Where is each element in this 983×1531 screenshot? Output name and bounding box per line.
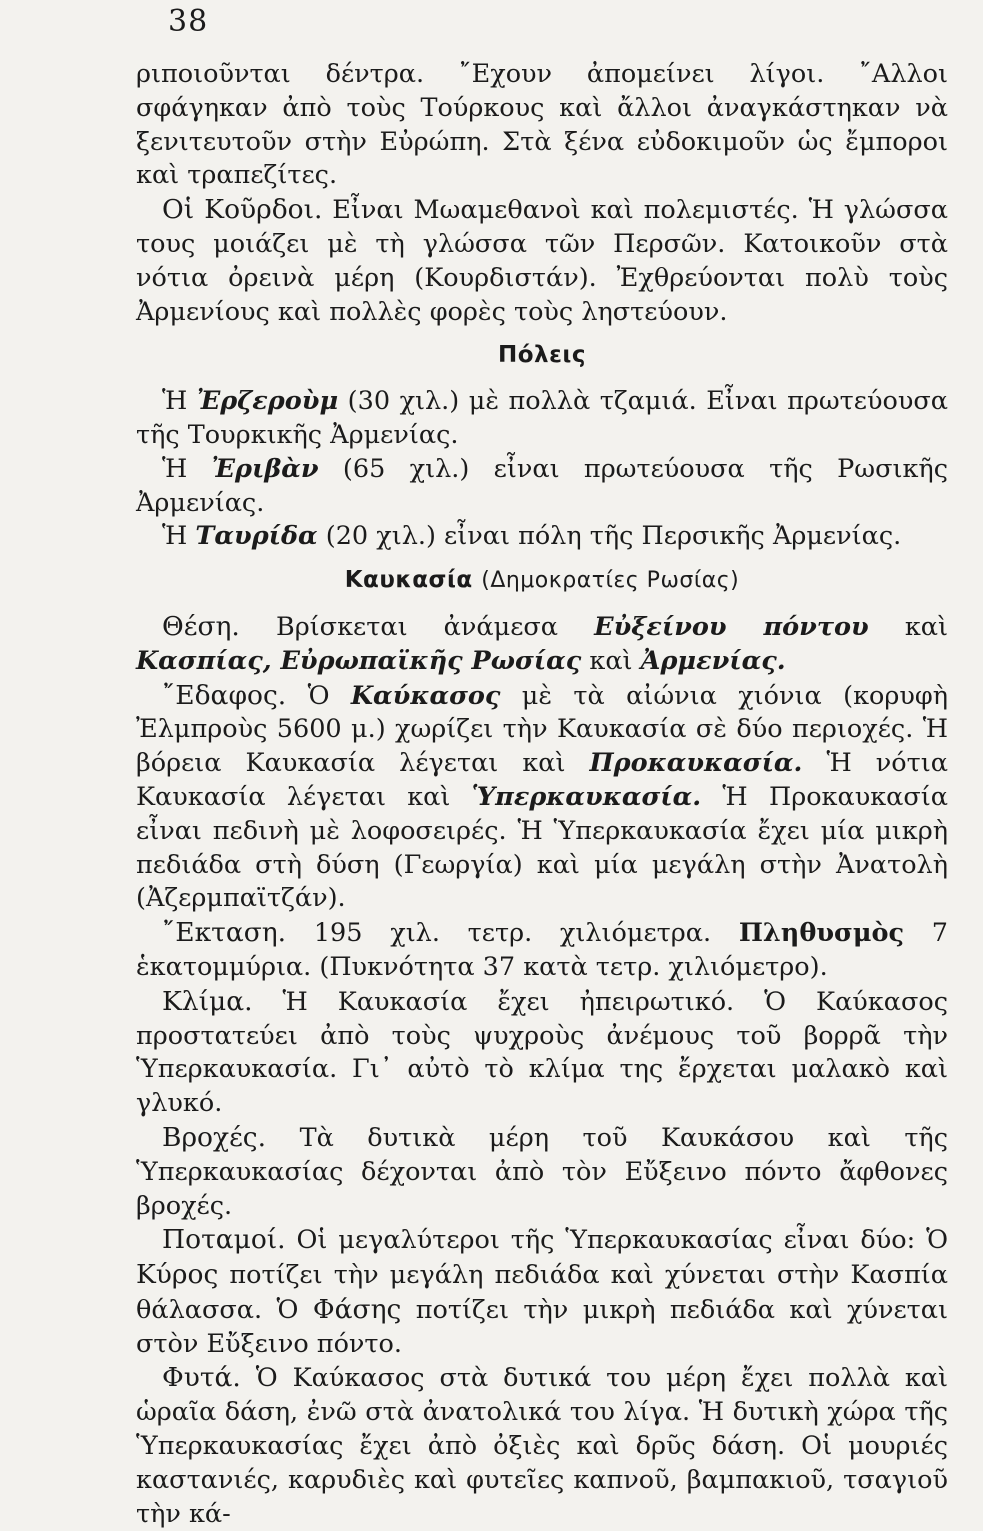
text-run: καὶ bbox=[868, 611, 948, 642]
page-text bbox=[136, 58, 948, 1531]
paragraph bbox=[136, 385, 948, 453]
section-heading-subtitle: (Δημοκρατίες Ρωσίας) bbox=[481, 568, 740, 594]
emphasized-term: Θέση. bbox=[162, 610, 240, 642]
text-run: Ἡ Καυκασία ἔχει ἠπειρωτικό. Ὁ Καύκασος προστατεύει ἀπὸ τοὺς ψυχροὺς ἀνέμους τοῦ βορρᾶ τὴν Ὑπερκαυκασία. Γι᾽ αὐτὸ τὸ κλίμα της ἔρχεται μαλακὸ καὶ γλυκό. bbox=[136, 986, 948, 1119]
emphasized-term: Ὑπερκαυκασία. bbox=[471, 781, 702, 812]
text-run: Ἡ νότια Καυκασία λέγεται καὶ bbox=[136, 748, 948, 812]
emphasized-term: Πληθυσμὸς bbox=[738, 918, 905, 949]
text-run: μὲ τὰ αἰώνια χιόνια (κορυφὴ Ἐλμπροὺς 5600 μ.) χωρίζει τὴν Καυκασία σὲ δύο περιοχές. Ἡ βόρεια Καυκασία λέγεται καὶ bbox=[136, 680, 948, 779]
text-run: καὶ bbox=[581, 645, 641, 676]
text-run: Βρίσκεται ἀνάμεσα bbox=[239, 611, 595, 642]
section-heading-title: Πόλεις bbox=[497, 342, 586, 369]
emphasized-term: Φυτά. bbox=[162, 1362, 241, 1394]
paragraph bbox=[136, 193, 948, 329]
text-run: 195 χιλ. τετρ. χιλιόμετρα. bbox=[286, 918, 739, 949]
section-heading bbox=[136, 339, 948, 373]
emphasized-term: ῎Εκταση. bbox=[162, 917, 287, 949]
paragraph bbox=[136, 916, 948, 985]
paragraph bbox=[136, 1361, 948, 1531]
emphasized-term: Ταυρίδα bbox=[195, 521, 318, 552]
text-run: 7 ἑκατομμύρια. (Πυκνότητα 37 κατὰ τετρ. χιλιόμετρο). bbox=[136, 918, 948, 982]
paragraph bbox=[136, 1223, 948, 1361]
paragraph bbox=[136, 985, 948, 1121]
text-run: ποτίζει τὴν μεγάλη πεδιάδα καὶ χύνεται στὴν Κασπία θάλασσα. Ὁ bbox=[136, 1260, 948, 1325]
emphasized-term: Προκαυκασία. bbox=[589, 748, 803, 779]
text-run: Ἡ bbox=[162, 453, 212, 484]
paragraph bbox=[136, 679, 948, 917]
text-run: Ἡ bbox=[162, 521, 196, 552]
emphasized-term: Φάσης bbox=[312, 1293, 402, 1325]
emphasized-term: Ποταμοί. bbox=[162, 1224, 286, 1256]
page-number: 38 bbox=[168, 4, 209, 39]
paragraph bbox=[136, 58, 948, 193]
emphasized-term: Ἐρζεροὺμ bbox=[196, 386, 339, 417]
emphasized-term: Ἐριβὰν bbox=[211, 453, 319, 484]
text-run: Τὰ δυτικὰ μέρη τοῦ Καυκάσου καὶ τῆς Ὑπερκαυκασίας δέχονται ἀπὸ τὸν Εὔξεινο πόντο ἄφθονες βροχές. bbox=[136, 1122, 948, 1221]
emphasized-term: ῎Εδαφος. bbox=[162, 679, 287, 711]
section-heading-title: Καυκασία bbox=[344, 567, 473, 594]
emphasized-term: Κλίμα. bbox=[162, 985, 253, 1017]
paragraph bbox=[136, 520, 948, 554]
text-run: ριποιοῦνται δέντρα. ῎Εχουν ἀπομείνει λίγοι. ῎Αλλοι σφάγηκαν ἀπὸ τοὺς Τούρκους καὶ ἄλλοι ἀναγκάστηκαν νὰ ξενιτευτοῦν στὴν Εὐρώπη. Στὰ ξένα εὐδοκιμοῦν ὡς ἔμποροι καὶ τραπεζίτες. bbox=[136, 59, 948, 191]
section-heading bbox=[136, 564, 948, 598]
emphasized-term: Ἀρμενίας. bbox=[640, 645, 786, 676]
paragraph bbox=[136, 453, 948, 521]
text-run: Ὁ Καύκασος στὰ δυτικά του μέρη ἔχει πολλὰ καὶ ὡραῖα δάση, ἐνῶ στὰ ἀνατολικά του λίγα. Ἡ δυτικὴ χώρα τῆς Ὑπερκαυκασίας ἔχει ἀπὸ ὀξιὲς καὶ δρῦς δάση. Οἱ μουριές καστανιές, καρυδιὲς καὶ φυτεῖες καπνοῦ, βαμπακιοῦ, τσαγιοῦ τὴν κά- bbox=[136, 1363, 948, 1529]
paragraph bbox=[136, 1121, 948, 1223]
text-run: Ἡ bbox=[162, 386, 197, 417]
text-run: Οἱ μεγαλύτεροι τῆς Ὑπερκαυκασίας εἶναι δύο: Ὁ bbox=[285, 1225, 948, 1256]
text-run: (30 χιλ.) μὲ πολλὰ τζαμιά. Εἶναι πρωτεύουσα τῆς Τουρκικῆς Ἀρμενίας. bbox=[136, 386, 948, 450]
emphasized-term: Εὐξείνου πόντου bbox=[594, 611, 869, 642]
emphasized-term: Κύρος bbox=[136, 1259, 219, 1291]
text-run: (20 χιλ.) εἶναι πόλη τῆς Περσικῆς Ἀρμενίας. bbox=[317, 521, 902, 552]
text-run: Ὁ bbox=[286, 680, 351, 711]
text-run: (65 χιλ.) εἶναι πρωτεύουσα τῆς Ρωσικῆς Ἀρμενίας. bbox=[136, 453, 948, 518]
text-run: ποτίζει τὴν μικρὴ πεδιάδα καὶ χύνεται στὸν Εὔξεινο πόντο. bbox=[136, 1294, 948, 1359]
text-run: Ἡ Προκαυκασία εἶναι πεδινὴ μὲ λοφοσειρές. Ἡ Ὑπερκαυκασία ἔχει μία μικρὴ πεδιάδα στὴ δύση (Γεωργία) καὶ μία μεγάλη στὴν Ἀνατολὴ (Ἀζερμπαϊτζάν). bbox=[136, 781, 948, 914]
emphasized-term: Καύκασος bbox=[350, 680, 501, 711]
emphasized-term: Οἱ Κοῦρδοι. bbox=[162, 194, 323, 226]
emphasized-term: Κασπίας, Εὐρωπαϊκῆς Ρωσίας bbox=[136, 645, 582, 676]
text-run: Εἶναι Μωαμεθανοὶ καὶ πολεμιστές. Ἡ γλώσσα τους μοιάζει μὲ τὴ γλώσσα τῶν Περσῶν. Κατοικοῦν στὰ νότια ὀρεινὰ μέρη (Κουρδιστάν). Ἐχθρεύονται πολὺ τοὺς Ἀρμενίους καὶ πολλὲς φορὲς τοὺς ληστεύουν. bbox=[136, 195, 948, 327]
emphasized-term: Βροχές. bbox=[162, 1121, 267, 1153]
paragraph bbox=[136, 610, 948, 679]
